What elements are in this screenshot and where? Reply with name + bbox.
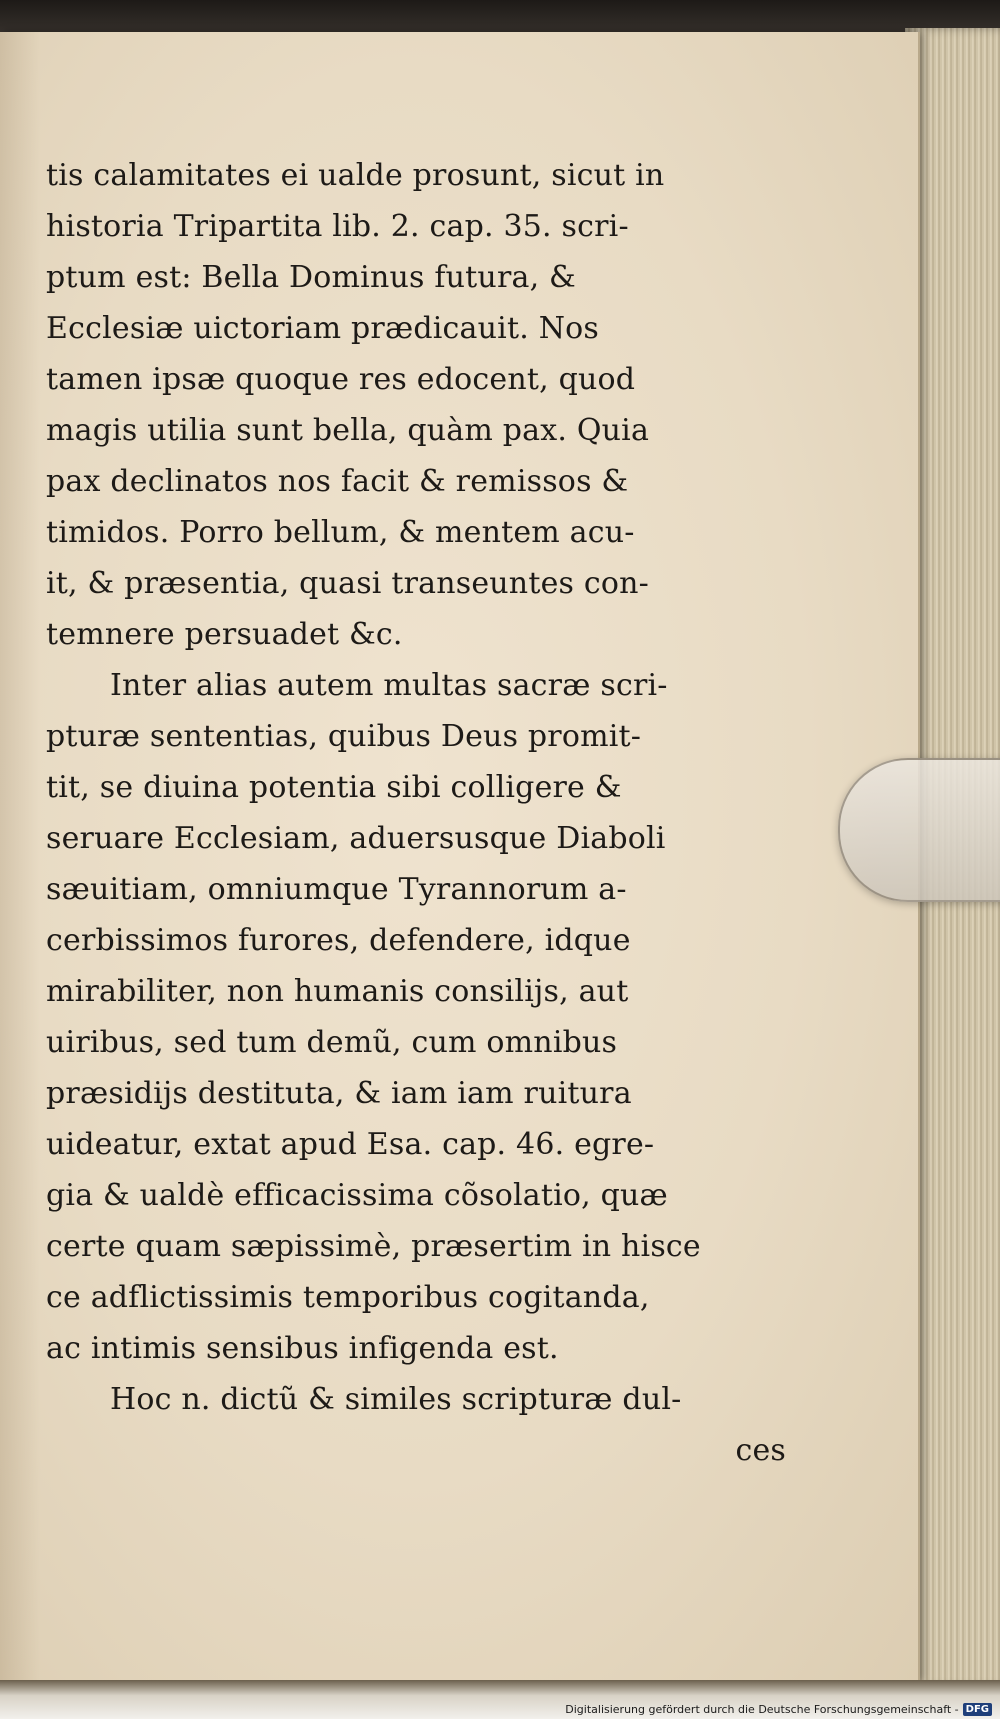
attribution-text: Digitalisierung gefördert durch die Deutsche Forschungsgemeinschaft - xyxy=(565,1702,959,1716)
page-tab-marker xyxy=(838,758,1000,902)
text-line: ptum est: Bella Dominus futura, & xyxy=(46,260,576,295)
text-line: ce adflictissimis temporibus cogitanda, xyxy=(46,1280,650,1315)
text-line: uideatur, extat apud Esa. cap. 46. egre- xyxy=(46,1127,655,1162)
text-line: tit, se diuina potentia sibi colligere & xyxy=(46,770,622,805)
text-line: temnere persuadet &c. xyxy=(46,617,403,652)
text-line: pax declinatos nos facit & remissos & xyxy=(46,464,629,499)
text-line: pturæ sententias, quibus Deus promit- xyxy=(46,719,642,754)
book-page xyxy=(0,32,920,1682)
text-line: tamen ipsæ quoque res edocent, quod xyxy=(46,362,636,397)
text-line: tis calamitates ei ualde prosunt, sicut in xyxy=(46,158,665,193)
catchword: ces xyxy=(735,1433,786,1468)
text-line: timidos. Porro bellum, & mentem acu- xyxy=(46,515,635,550)
text-line: Ecclesiæ uictoriam prædicauit. Nos xyxy=(46,311,599,346)
dfg-logo: DFG xyxy=(963,1703,992,1716)
text-line: uiribus, sed tum demũ, cum omnibus xyxy=(46,1025,618,1060)
text-line: historia Tripartita lib. 2. cap. 35. scri- xyxy=(46,209,629,244)
text-line: cerbissimos furores, defendere, idque xyxy=(46,923,631,958)
text-line: it, & præsentia, quasi transeuntes con- xyxy=(46,566,649,601)
text-line: gia & ualdè efficacissima cõsolatio, quæ xyxy=(46,1178,668,1213)
text-line: præsidijs destituta, & iam iam ruitura xyxy=(46,1076,632,1111)
text-line: mirabiliter, non humanis consilijs, aut xyxy=(46,974,629,1009)
page-text xyxy=(46,150,786,1476)
text-line: seruare Ecclesiam, aduersusque Diaboli xyxy=(46,821,666,856)
text-line: ac intimis sensibus infigenda est. xyxy=(46,1331,559,1366)
text-line: certe quam sæpissimè, præsertim in hisce xyxy=(46,1229,701,1264)
footer-attribution xyxy=(565,1700,992,1718)
text-line: Hoc n. dictũ & similes scripturæ dul- xyxy=(110,1382,682,1417)
text-line: sæuitiam, omniumque Tyrannorum a- xyxy=(46,872,627,907)
text-line: magis utilia sunt bella, quàm pax. Quia xyxy=(46,413,650,448)
text-line: Inter alias autem multas sacræ scri- xyxy=(110,668,668,703)
